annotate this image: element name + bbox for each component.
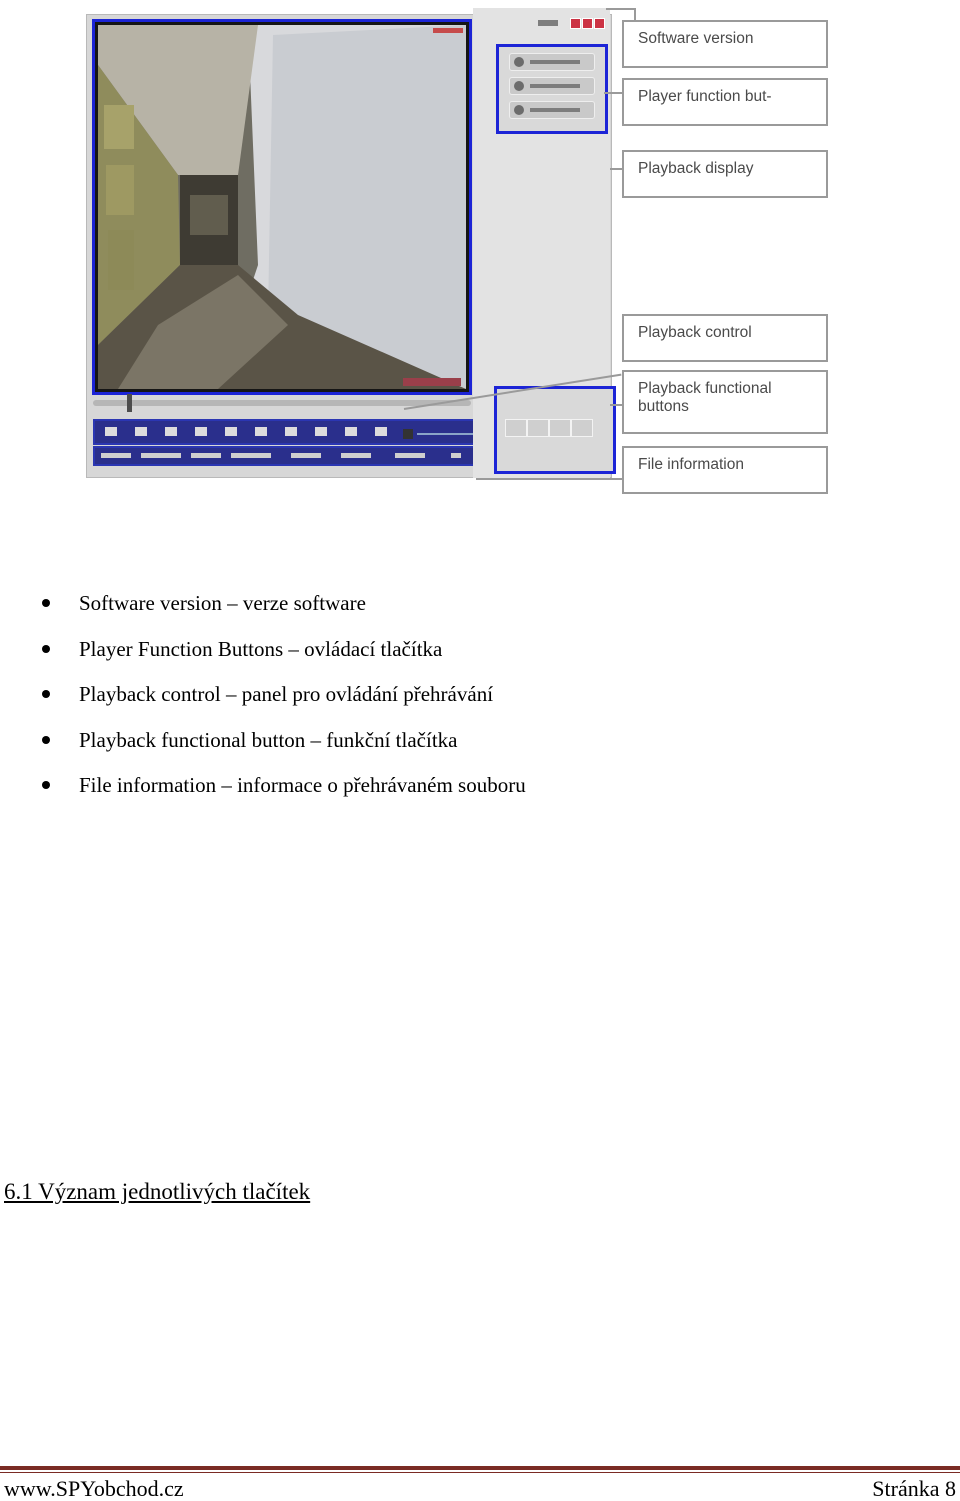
list-item: [0, 586, 960, 632]
file-info-field: [451, 453, 461, 458]
file-info-field: [341, 453, 371, 458]
list-item-text: File information – informace o přehrávaném souboru: [79, 773, 526, 797]
minimize-icon[interactable]: [570, 18, 581, 29]
close-icon[interactable]: [594, 18, 605, 29]
maximize-icon[interactable]: [582, 18, 593, 29]
bullet-icon: [42, 781, 50, 789]
settings-button[interactable]: [509, 77, 595, 95]
info-button[interactable]: [509, 101, 595, 119]
file-info-field: [101, 453, 131, 458]
file-info-field: [395, 453, 425, 458]
list-item: [0, 632, 960, 678]
version-label: [538, 20, 558, 26]
play-button[interactable]: [285, 427, 297, 436]
list-item-text: Software version – verze software: [79, 591, 366, 615]
callout-playback-functional-buttons: [622, 370, 828, 434]
functional-button[interactable]: [527, 419, 549, 437]
list-item-text: Playback control – panel pro ovládání přehrávání: [79, 682, 494, 706]
end-button[interactable]: [375, 427, 387, 436]
footer-website: www.SPYobchod.cz: [4, 1476, 184, 1501]
callout-software-version: [622, 20, 828, 68]
player-screenshot-figure: [86, 8, 830, 496]
slow-button[interactable]: [255, 427, 267, 436]
file-info-field: [291, 453, 321, 458]
next-button[interactable]: [345, 427, 357, 436]
callout-file-information: [622, 446, 828, 494]
callout-label: File information: [638, 456, 744, 473]
callout-playback-display: [622, 150, 828, 198]
connector-line: [604, 92, 624, 94]
playback-functional-buttons: [494, 386, 616, 474]
info-icon: [514, 105, 524, 115]
folder-icon: [514, 57, 524, 67]
file-info-field: [231, 453, 271, 458]
fast-forward-button[interactable]: [315, 427, 327, 436]
seek-bar[interactable]: [93, 400, 471, 406]
legend-bullet-list: [0, 586, 960, 814]
file-info-field: [141, 453, 181, 458]
file-information-bar: [93, 446, 477, 466]
callout-label: Playback display: [638, 160, 754, 177]
stop-button[interactable]: [105, 427, 117, 436]
step-back-button[interactable]: [165, 427, 177, 436]
footer-divider: [0, 1472, 960, 1473]
callout-label: Player function but-: [638, 88, 772, 105]
bullet-icon: [42, 645, 50, 653]
seek-handle[interactable]: [127, 394, 132, 412]
list-item: [0, 677, 960, 723]
file-info-field: [191, 453, 221, 458]
callout-playback-control: [622, 314, 828, 362]
bullet-icon: [42, 690, 50, 698]
video-frame-image: [98, 25, 466, 389]
list-item-text: Player Function Buttons – ovládací tlačítka: [79, 636, 443, 661]
playback-display: [92, 19, 472, 395]
prev-button[interactable]: [195, 427, 207, 436]
callout-player-function-buttons: [622, 78, 828, 126]
connector-line: [606, 8, 636, 10]
rewind-button[interactable]: [225, 427, 237, 436]
bullet-icon: [42, 736, 50, 744]
playback-control-bar: [93, 419, 477, 445]
list-item: [0, 723, 960, 769]
functional-button[interactable]: [505, 419, 527, 437]
pause-button[interactable]: [135, 427, 147, 436]
section-heading: 6.1 Význam jednotlivých tlačítek: [4, 1179, 311, 1204]
player-function-buttons: [496, 44, 608, 134]
list-item-text: Playback functional button – funkční tlačítka: [79, 727, 458, 752]
callout-label: Software version: [638, 30, 754, 47]
list-item: [0, 768, 960, 814]
functional-button[interactable]: [571, 419, 593, 437]
watermark-overlay: [403, 378, 461, 386]
callout-label: Playback functional buttons: [638, 380, 772, 415]
functional-button[interactable]: [549, 419, 571, 437]
volume-icon[interactable]: [403, 429, 413, 439]
callout-label: Playback control: [638, 324, 752, 341]
footer-page-number: Stránka 8: [872, 1476, 956, 1501]
bullet-icon: [42, 599, 50, 607]
gear-icon: [514, 81, 524, 91]
timestamp-overlay: [433, 28, 463, 33]
connector-line: [476, 478, 624, 480]
footer-divider: [0, 1466, 960, 1470]
open-file-button[interactable]: [509, 53, 595, 71]
